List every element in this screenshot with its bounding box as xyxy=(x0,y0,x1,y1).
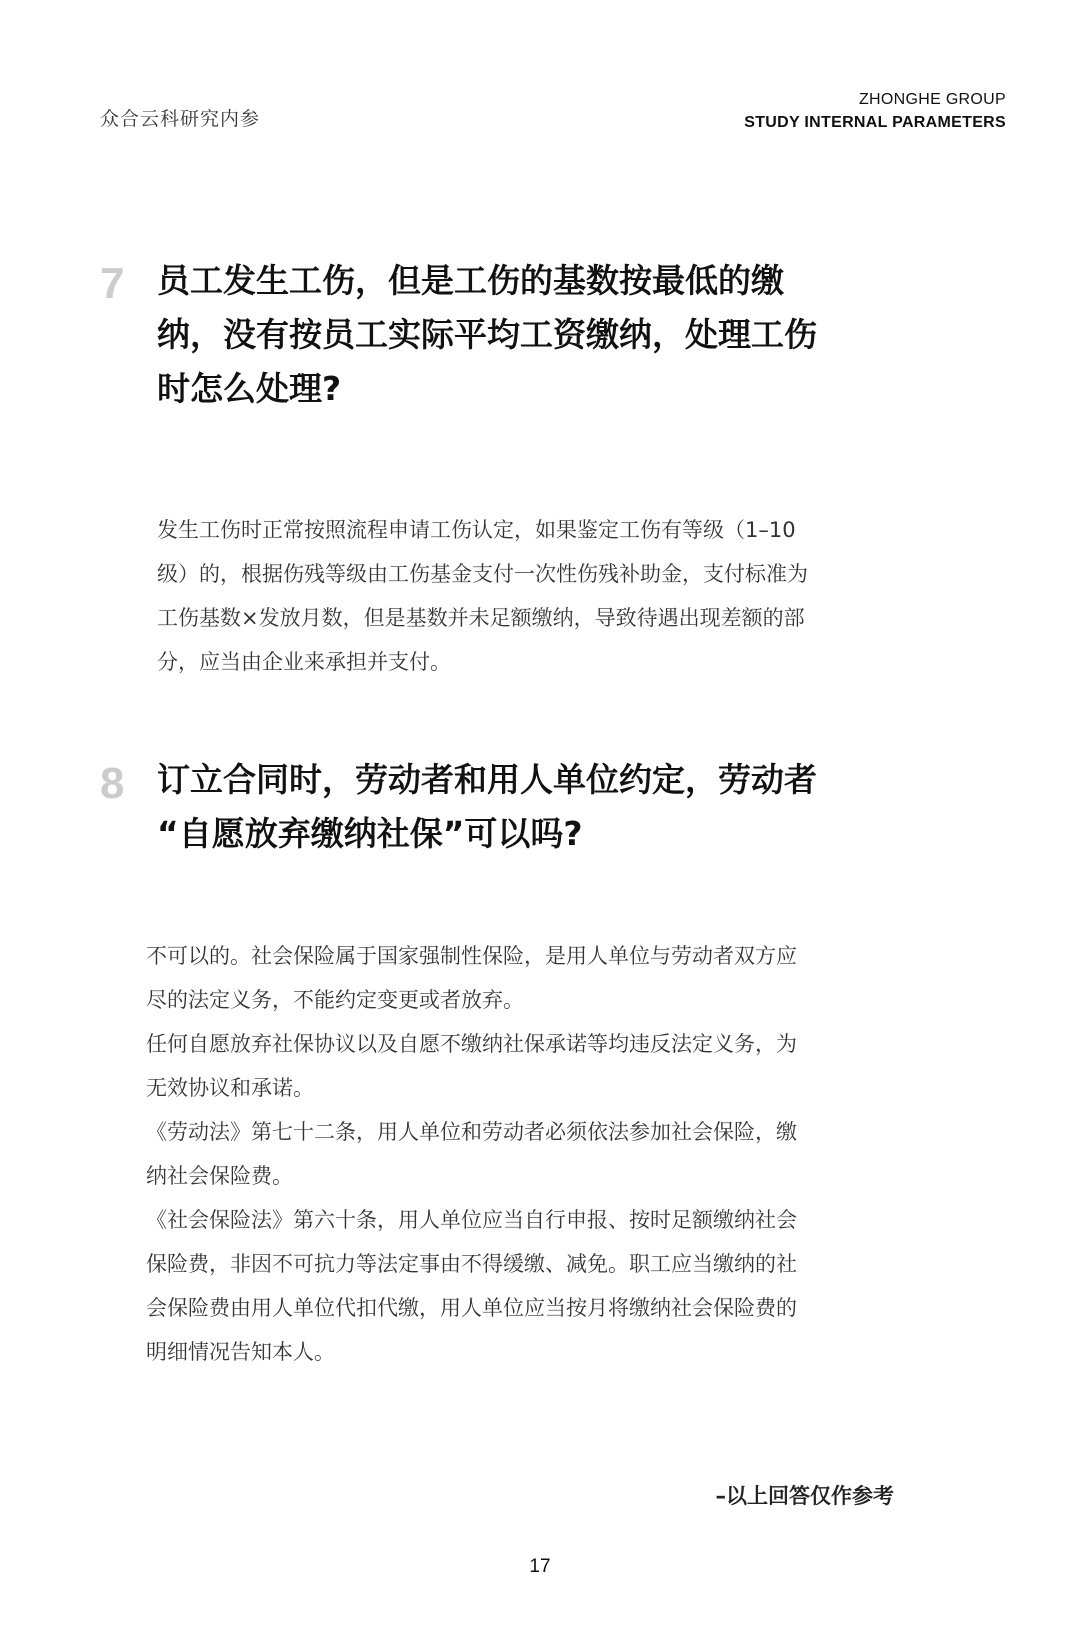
question-8-heading xyxy=(157,753,917,861)
answer-7 xyxy=(157,508,808,684)
brand-block xyxy=(744,88,1006,134)
page-number: 17 xyxy=(529,1556,551,1577)
question-line: 员工发生工伤，但是工伤的基数按最低的缴 xyxy=(157,261,784,300)
answer-line: 分，应当由企业来承担并支付。 xyxy=(157,650,451,674)
answer-line: 尽的法定义务，不能约定变更或者放弃。 xyxy=(146,988,524,1012)
brand-subtitle: STUDY INTERNAL PARAMETERS xyxy=(744,114,1006,131)
brand-name: ZHONGHE GROUP xyxy=(858,91,1006,108)
answer-line: 明细情况告知本人。 xyxy=(146,1340,335,1364)
question-line: 订立合同时，劳动者和用人单位约定，劳动者 xyxy=(157,760,817,799)
question-line: “自愿放弃缴纳社保”可以吗? xyxy=(157,814,583,853)
answer-line: 纳社会保险费。 xyxy=(146,1164,293,1188)
question-line: 时怎么处理? xyxy=(157,369,342,408)
answer-line: 不可以的。社会保险属于国家强制性保险，是用人单位与劳动者双方应 xyxy=(146,944,797,968)
answer-line: 会保险费由用人单位代扣代缴，用人单位应当按月将缴纳社会保险费的 xyxy=(146,1296,797,1320)
publication-title: 众合云科研究内参 xyxy=(100,108,261,130)
answer-line: 《劳动法》第七十二条，用人单位和劳动者必须依法参加社会保险，缴 xyxy=(146,1120,797,1144)
answer-line: 无效协议和承诺。 xyxy=(146,1076,314,1100)
answer-8 xyxy=(146,934,797,1374)
question-number-7: 7 xyxy=(100,259,125,308)
question-number-8: 8 xyxy=(100,759,125,808)
answer-line: 保险费，非因不可抗力等法定事由不得缓缴、减免。职工应当缴纳的社 xyxy=(146,1252,797,1276)
question-7-heading xyxy=(157,254,917,416)
answer-line: 级）的，根据伤残等级由工伤基金支付一次性伤残补助金，支付标准为 xyxy=(157,562,808,586)
answer-line: 《社会保险法》第六十条，用人单位应当自行申报、按时足额缴纳社会 xyxy=(146,1208,797,1232)
answer-line: 工伤基数×发放月数，但是基数并未足额缴纳，导致待遇出现差额的部 xyxy=(157,606,805,630)
answer-line: 任何自愿放弃社保协议以及自愿不缴纳社保承诺等均违反法定义务，为 xyxy=(146,1032,797,1056)
disclaimer: –以上回答仅作参考 xyxy=(715,1484,894,1508)
question-line: 纳，没有按员工实际平均工资缴纳，处理工伤 xyxy=(157,315,817,354)
answer-line: 发生工伤时正常按照流程申请工伤认定，如果鉴定工伤有等级（1–10 xyxy=(157,518,796,542)
